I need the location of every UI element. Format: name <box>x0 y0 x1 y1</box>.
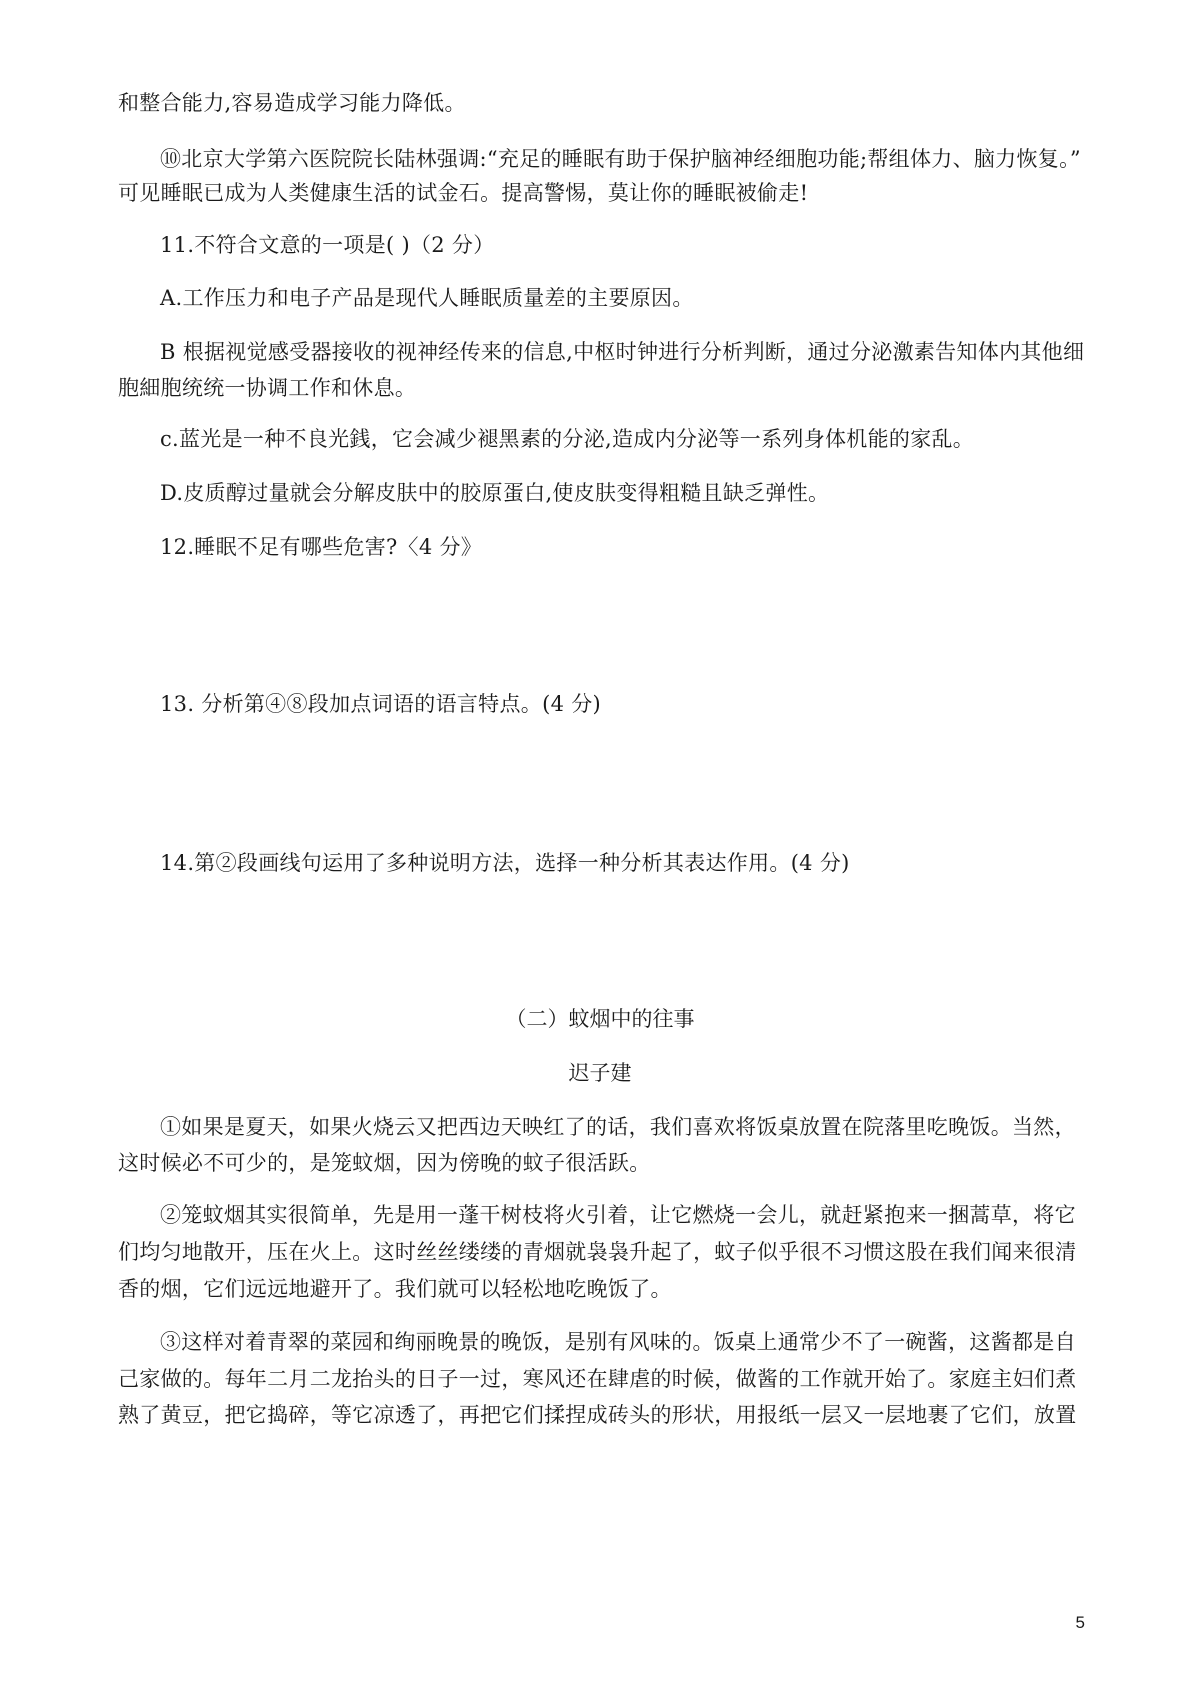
question-11-option-d: D.皮质醇过量就会分解皮肤中的胶原蛋白,使皮肤变得粗糙且缺乏弹性。 <box>160 481 830 505</box>
paragraph-2-line-2: 们均匀地散开，压在火上。这时丝丝缕缕的青烟就袅袅升起了，蚊子似乎很不习惯这股在我们闻来很清 <box>118 1240 1077 1264</box>
question-11-option-b-line-2: 胞細胞统统一协调工作和休息。 <box>118 376 417 400</box>
question-11-option-b-line-1: B 根据视觉感受器接收的视神经传来的信息,中枢时钟进行分析判断，通过分泌激素告知体内其他细 <box>160 340 1085 364</box>
question-13: 13. 分析第④⑧段加点词语的语言特点。(4 分) <box>160 692 601 716</box>
paragraph-2-line-3: 香的烟，它们远远地避开了。我们就可以轻松地吃晚饭了。 <box>118 1277 672 1301</box>
question-11-option-a: A.工作压力和电子产品是现代人睡眠质量差的主要原因。 <box>160 286 694 310</box>
passage-2-author: 迟子建 <box>568 1061 632 1085</box>
question-12: 12.睡眠不足有哪些危害?〈4 分》 <box>160 535 483 559</box>
question-14: 14.第②段画线句运用了多种说明方法，选择一种分析其表达作用。(4 分) <box>160 851 850 875</box>
question-11: 11.不符合文意的一项是( )（2 分） <box>160 233 495 257</box>
paragraph-1-line-1: ①如果是夏天，如果火烧云又把西边天映红了的话，我们喜欢将饭桌放置在院落里吃晚饭。当然， <box>160 1115 1076 1139</box>
page-number: 5 <box>1075 1613 1085 1632</box>
paragraph-3-line-3: 熟了黄豆，把它捣碎，等它凉透了，再把它们揉捏成砖头的形状，用报纸一层又一层地裹了它们，放置 <box>118 1403 1077 1427</box>
passage-2-title: （二）蚊烟中的往事 <box>505 1007 695 1031</box>
question-11-option-c: c.蓝光是一种不良光銭，它会减少褪黑素的分泌,造成内分泌等一系列身体机能的家乱。 <box>160 427 975 451</box>
paragraph-3-line-2: 己家做的。每年二月二龙抬头的日子一过，寒风还在肆虐的时候，做酱的工作就开始了。家庭主妇们煮 <box>118 1367 1077 1391</box>
paragraph-9-tail: 和整合能力,容易造成学习能力降低。 <box>118 91 466 115</box>
paragraph-10-line-1: ⑩北京大学第六医院院长陆林强调:“充足的睡眠有助于保护脑神经细胞功能;帮组体力、脑力恢复。” <box>160 147 1081 171</box>
paragraph-2-line-1: ②笼蚊烟其实很简单，先是用一蓬干树枝将火引着，让它燃烧一会儿，就赶紧抱来一捆蒿草，将它 <box>160 1203 1076 1227</box>
paragraph-3-line-1: ③这样对着青翠的菜园和绚丽晚景的晚饭，是别有风味的。饭桌上通常少不了一碗酱，这酱都是自 <box>160 1330 1076 1354</box>
paragraph-1-line-2: 这时候必不可少的，是笼蚊烟，因为傍晚的蚊子很活跃。 <box>118 1151 651 1175</box>
paragraph-10-line-2: 可见睡眠已成为人类健康生活的试金石。提高警惕，莫让你的睡眠被偷走! <box>118 181 809 205</box>
